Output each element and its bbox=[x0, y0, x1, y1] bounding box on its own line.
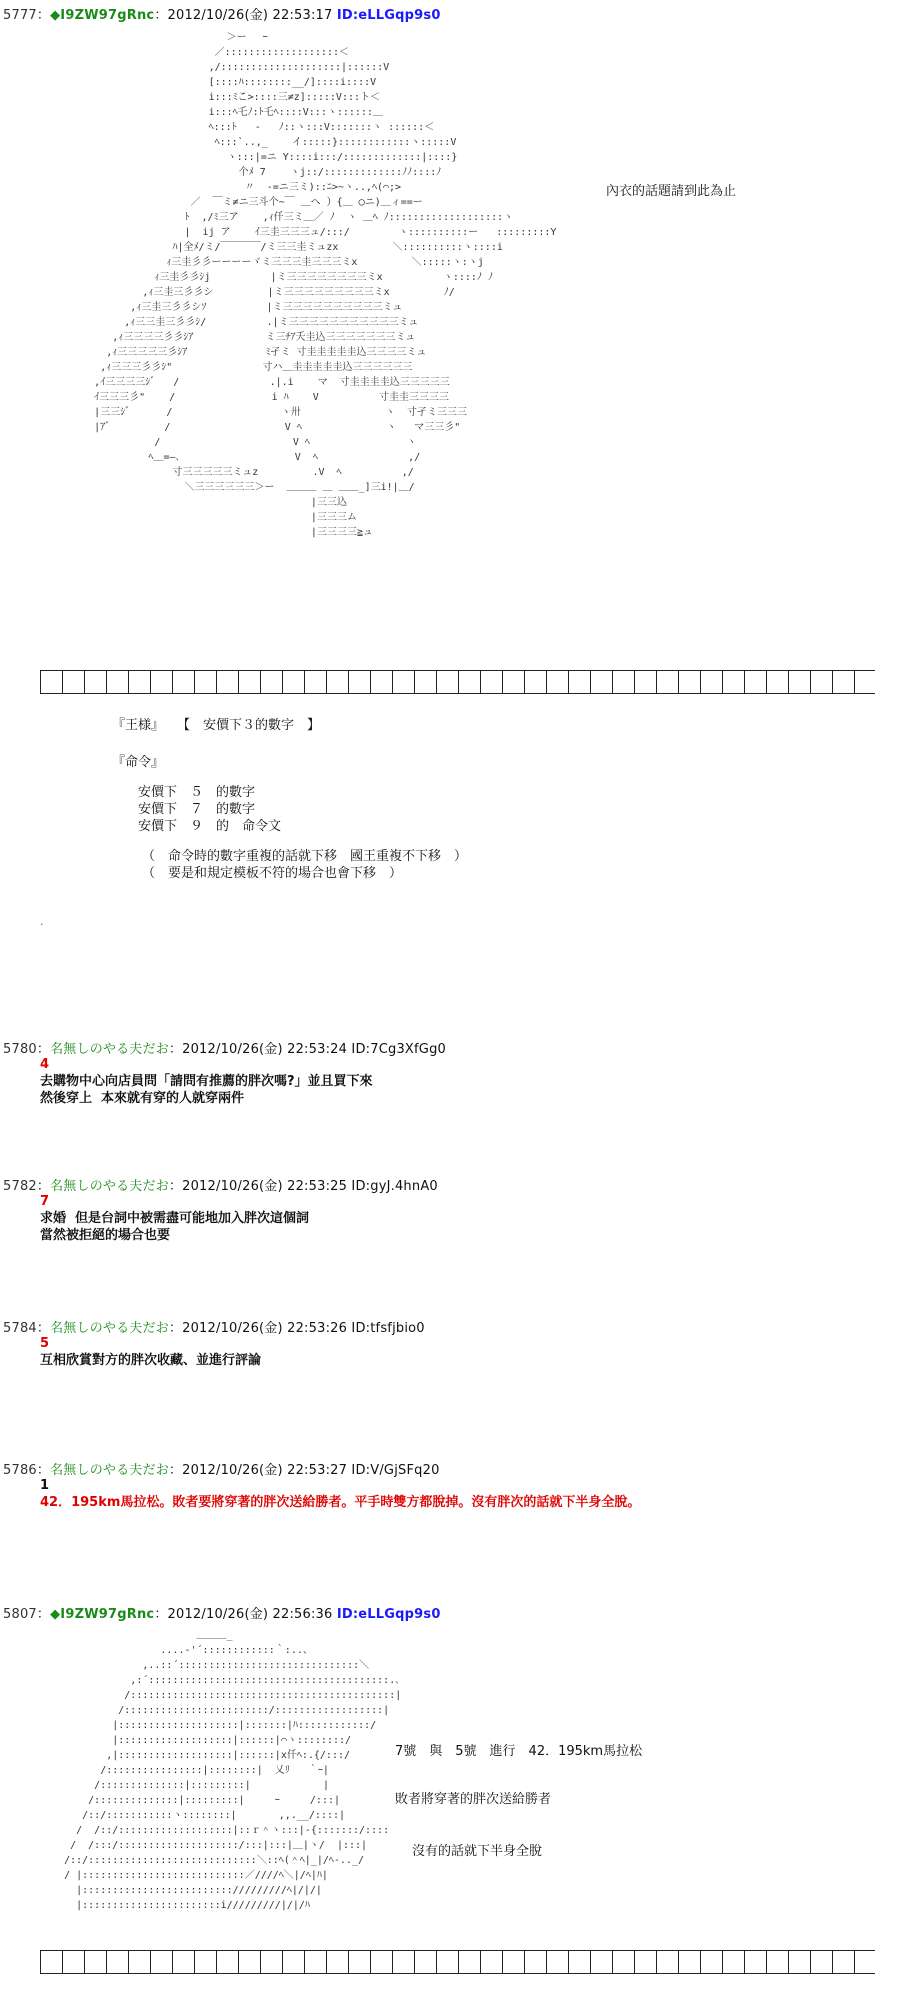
post-line: 然後穿上 本來就有穿的人就穿兩件 bbox=[40, 1091, 245, 1106]
post-header bbox=[3, 1603, 441, 1622]
post-datetime: ：2012/10/26(金) 22:53:25 ID:gyJ.4hnA0 bbox=[168, 1179, 438, 1194]
post-datetime: ：2012/10/26(金) 22:56:36 bbox=[154, 1607, 333, 1622]
stray-dot: . bbox=[40, 915, 44, 928]
post-header bbox=[3, 1038, 446, 1057]
poster-id[interactable]: ID:eLLGqp9s0 bbox=[336, 8, 441, 23]
post-line: 當然被拒絕的場合也要 bbox=[40, 1228, 171, 1243]
command-line: 『王様』 【 安價下３的數字 】 bbox=[112, 718, 321, 733]
ascii-art-girl: ＿＿＿_ ....‐'´::::::::::::｀:..、 ,..::´::::::::::::::::::::::::::::::＼ ,:´::::::::::::::::::::::::::::::::::::::::.､ /::::::::::::::::::::::::::::::::::::::::::::| /::::::::::::::::::::::::/::::::::::::::::::| |::::::::::::::::::::|:::::::|ﾊ::::::::::::/ |:::::::::::::::::::|::::::|⌒ヽ::::::::/ ,|:::::::::::::::::::|::::::|x仟ﾍ:.{/:::/ /::::::::::::::::|::::::::| 乂ﾘ ｀ｰ| /::::::::::::::|:::::::::| | /::::::::::::::|:::::::::| ｰ /:::| /::/:::::::::::ヽ::::::::| ,,.__/::::| / /::/:::::::::::::::::::|::ｒ＾ヽ:::|-{:::::::/:::: / /:::/::::::::::::::::::::/:::|:::|＿|ヽ/ |:::| /::/::::::::::::::::::::::::::::＼::ﾍ(＾ﾍ|_|/ﾍ-.._/ / |:::::::::::::::::::::::::::／////ﾍ＼|/ﾍ|ﾊ| |::::::::::::::::::::::::://///////ﾍ|/|/| |:::::::::::::::::::::::i/////////|/|/ﾊ bbox=[64, 1630, 402, 1911]
separator: ： bbox=[36, 1463, 51, 1478]
post-header bbox=[3, 1175, 438, 1194]
post-number: 5777 bbox=[3, 8, 37, 23]
separator: ： bbox=[36, 1042, 51, 1057]
post-header bbox=[3, 4, 441, 23]
separator: ： bbox=[36, 1607, 51, 1622]
separator: ： bbox=[36, 1179, 51, 1194]
post-number: 5780 bbox=[3, 1042, 37, 1057]
separator: ： bbox=[36, 8, 51, 23]
post-line: 互相欣賞對方的胖次收藏、並進行評論 bbox=[40, 1353, 262, 1368]
aside-line: 7號 與 5號 進行 42．195km馬拉松 bbox=[395, 1744, 643, 1759]
post-header bbox=[3, 1317, 425, 1336]
post-body bbox=[112, 717, 467, 882]
poster-id[interactable]: ID:eLLGqp9s0 bbox=[336, 1607, 441, 1622]
anchor-number[interactable]: 7 bbox=[40, 1194, 50, 1209]
post-body bbox=[40, 1056, 373, 1107]
command-line: 安價下 ５ 的數字 bbox=[112, 785, 256, 800]
fence-divider bbox=[40, 670, 875, 694]
post-line: 去購物中心向店員問「請問有推薦的胖次嗎?」並且買下來 bbox=[40, 1074, 373, 1089]
command-line: 安價下 ９ 的 命令文 bbox=[112, 819, 282, 834]
fence-divider bbox=[40, 1950, 875, 1974]
post-body bbox=[40, 1477, 640, 1511]
trip-code[interactable]: ◆I9ZW97gRnc bbox=[50, 1607, 155, 1622]
trip-code[interactable]: ◆I9ZW97gRnc bbox=[50, 8, 155, 23]
post-line: 求婚 但是台詞中被需盡可能地加入胖次這個詞 bbox=[40, 1211, 310, 1226]
command-line: （ 命令時的數字重複的話就下移 國王重複不下移 ） bbox=[142, 849, 468, 864]
poster-name[interactable]: 名無しのやる夫だお bbox=[50, 1321, 169, 1336]
post-line: 42．195km馬拉松。敗者要將穿著的胖次送給勝者。平手時雙方都脫掉。沒有胖次的話就下半身全脫。 bbox=[40, 1495, 641, 1510]
command-line: 『命令』 bbox=[112, 755, 165, 770]
post-body bbox=[40, 1193, 309, 1244]
post-datetime: ：2012/10/26(金) 22:53:24 ID:7Cg3XfGg0 bbox=[168, 1042, 447, 1057]
anchor-number[interactable]: 5 bbox=[40, 1336, 50, 1351]
poster-name[interactable]: 名無しのやる夫だお bbox=[50, 1179, 169, 1194]
post-number: 5782 bbox=[3, 1179, 37, 1194]
aside-comment: 內衣的話題請到此為止 bbox=[606, 184, 737, 199]
separator: ： bbox=[36, 1321, 51, 1336]
ascii-art-queen: ＞ー ｰ ／:::::::::::::::::::＜ ,/::::::::::::::::::::|::::::V [::::ﾊ::::::::__/]::::i::::V i:::ﾐこ>::::三≠z]:::::V:::ト＜ i:::ﾍ乇ﾉ:ﾄ乇ﾍ::::V:::ヽ::::::＿ ﾍ:::ﾄ ‐ ﾉ::ヽ:::V:::::::ヽ ::::::＜ ﾍ:::`..,_ イ:::::}::::::::::::ヽ:::::V ヽ:::|=ニ Y::::i:::/:::::::::::::|::::} 个ﾒ 7 ヽj::/:::::::::::::ﾉﾉ::::ﾉ 〃 -=ニ三ミ)::ﾆ>~ヽ..,ﾍ(⌒;> ／ ￣ミ≠ニ三斗个~￣ ＿へ ）{＿ ◯ニ)＿ィ==ー ﾄ ,/ﾐ三ア ,ｨ仟三ミ＿／ ﾉ ヽ ＿ﾍ ﾉ:::::::::::::::::::ヽ | ij ア ｲ三圭三三三ュ/:::/ ヽ::::::::::ー :::::::::Y ﾊ|全ﾒ/ミ/￣￣￣￣/ミ三三圭ミュzx ＼::::::::::ヽ::::i ｨ三圭彡彡ーーーーヾミ三三三圭三三三ミx ＼:::::ヽ:ヽj ｨ三圭彡彡ｼj |ミ三三三三三三三三ミx ヽ::::ﾉ ﾉ ,ｨ三圭三彡彡シ |ミ三三三三三三三三三ミx ﾉ/ ,ｨ三圭三彡彡シｿ |ミ三三三三三三三三三三ミュ ,ｨ三三圭三彡彡ｼ/ .|ミ三三三三三三三三三三三ミュ ,ｨ三三三三彡彡ｼｱ ミ三ﾁｱ夭圭込三三三三三三三ミュ ,ｨ三三三三三彡ｼｱ ﾐ孑ミ 寸圭圭圭圭圭込三三三三ミュ ,ｨ三三三彡彡ｼ" 寸ハ＿圭圭圭圭圭込三三三三三三 ,ｲ三三三三ｼﾞ / .|.i マ 寸圭圭圭圭込三三三三三 ｲ三三三彡" / i ﾊ V 寸圭圭三三三三 |三三ｼﾞ / ヽ卅 ヽ 寸孑ミ三三三 |ｱﾞ / V ﾍ ヽ マ三三彡" / V ﾍ ヽ ﾍ＿=―､ V ﾍ ,/ 寸三三三三三ミュz .V ﾍ ,/ ＼三三三三三三＞ー ＿＿＿ ＿ ＿＿_]三i!|＿/ |三三込 |三三三ム |三三三三≧ュ bbox=[94, 32, 557, 538]
post-datetime: ：2012/10/26(金) 22:53:26 ID:tfsfjbio0 bbox=[168, 1321, 425, 1336]
post-number: 5786 bbox=[3, 1463, 37, 1478]
poster-name[interactable]: 名無しのやる夫だお bbox=[50, 1463, 169, 1478]
post-datetime: ：2012/10/26(金) 22:53:17 bbox=[154, 8, 333, 23]
command-line: 安價下 ７ 的數字 bbox=[112, 802, 256, 817]
aside-line: 沒有的話就下半身全脫 bbox=[412, 1844, 543, 1859]
post-number: 5807 bbox=[3, 1607, 37, 1622]
post-header bbox=[3, 1459, 440, 1478]
command-line: （ 要是和規定模板不符的場合也會下移 ） bbox=[142, 866, 403, 881]
post-body bbox=[40, 1335, 261, 1369]
post-datetime: ：2012/10/26(金) 22:53:27 ID:V/GjSFq20 bbox=[168, 1463, 440, 1478]
anchor-number[interactable]: 1 bbox=[40, 1478, 50, 1493]
aside-line: 敗者將穿著的胖次送給勝者 bbox=[395, 1792, 552, 1807]
post-number: 5784 bbox=[3, 1321, 37, 1336]
poster-name[interactable]: 名無しのやる夫だお bbox=[50, 1042, 169, 1057]
anchor-number[interactable]: 4 bbox=[40, 1057, 50, 1072]
